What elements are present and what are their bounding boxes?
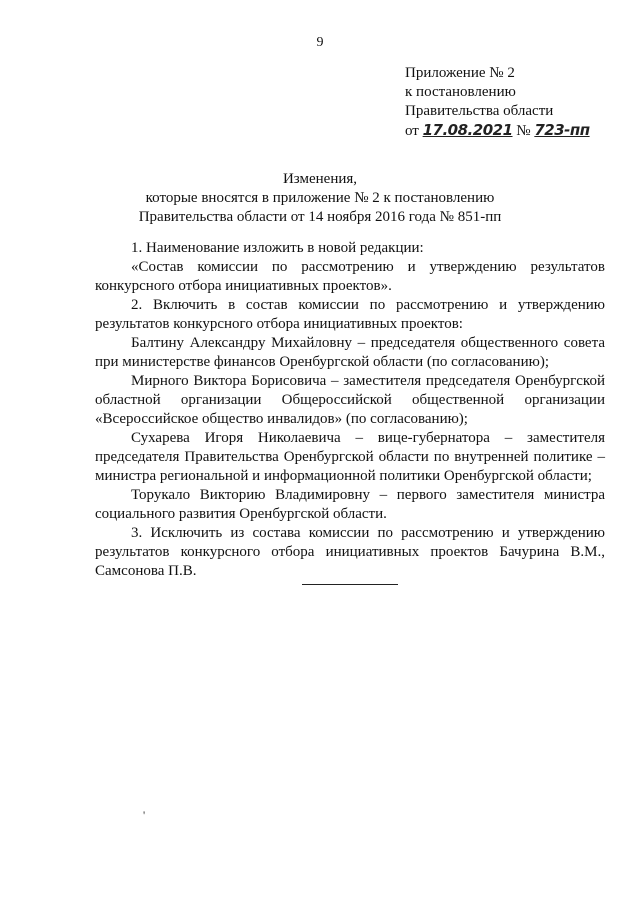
title-line-1: Изменения, — [282, 171, 358, 187]
date-prefix: от — [405, 123, 419, 139]
appendix-government: Правительства области — [405, 103, 554, 119]
member-baltina: Балтину Александру Михайловну – председателя общественного совета при министерстве финансов Оренбургской области (по согласованию); — [95, 335, 605, 370]
title-line-2: которые вносятся в приложение № 2 к постановлению — [145, 190, 495, 206]
stray-mark: ' — [143, 808, 146, 822]
appendix-to-decree: к постановлению — [405, 84, 516, 100]
paragraph-3: 3. Исключить из состава комиссии по рассмотрению и утверждению результатов конкурсного отбора инициативных проектов Бачурина В.М., Самсонова П.В. — [95, 525, 605, 579]
separator-line — [302, 584, 398, 585]
document-body — [95, 239, 605, 581]
member-torukalo: Торукало Викторию Владимировну – первого заместителя министра социального развития Оренбургской области. — [95, 487, 605, 522]
paragraph-1: 1. Наименование изложить в новой редакции: — [131, 240, 424, 256]
appendix-date-line — [405, 121, 590, 141]
appendix-header — [405, 64, 590, 141]
title-line-3: Правительства области от 14 ноября 2016 года № 851-пп — [138, 209, 502, 225]
page-number: 9 — [316, 35, 324, 50]
document-title — [0, 170, 640, 227]
handwritten-number: 723-пп — [534, 121, 590, 139]
number-sign: № — [516, 123, 531, 139]
handwritten-date: 17.08.2021 — [422, 121, 513, 139]
paragraph-new-name: «Состав комиссии по рассмотрению и утверждению результатов конкурсного отбора инициативных проектов». — [95, 259, 605, 294]
member-mirny: Мирного Виктора Борисовича – заместителя председателя Оренбургской областной организации Общероссийской общественной организации «Всероссийское общество инвалидов» (по согласованию); — [95, 373, 605, 427]
member-sukharev: Сухарева Игоря Николаевича – вице-губернатора – заместителя председателя Правительства Оренбургской области по внутренней политике – министра региональной и информационной политики Оренбургской области; — [95, 430, 605, 484]
appendix-title: Приложение № 2 — [405, 65, 515, 81]
paragraph-2: 2. Включить в состав комиссии по рассмотрению и утверждению результатов конкурсного отбора инициативных проектов: — [95, 297, 605, 332]
